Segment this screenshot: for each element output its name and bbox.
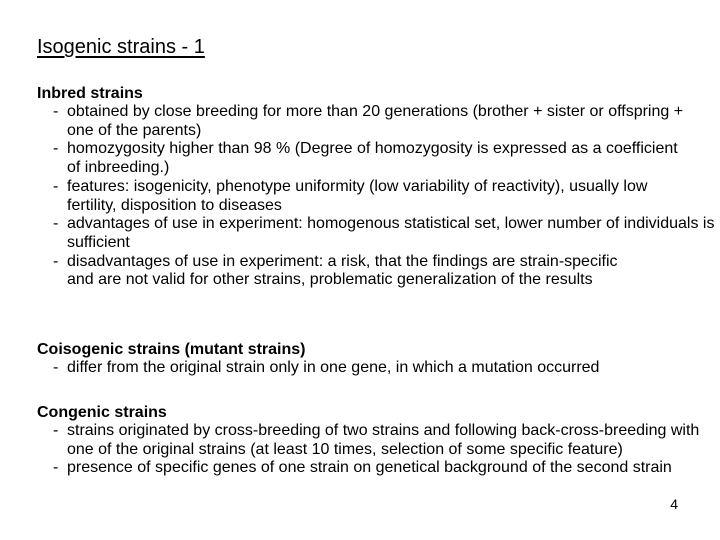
section-congenic-strains (37, 403, 700, 478)
bullet-list (37, 359, 697, 378)
section-heading: Coisogenic strains (mutant strains) (37, 341, 306, 358)
bullet-item: - differ from the original strain only in one gene, in which a mutation occurred (37, 359, 720, 378)
bullet-item: - disadvantages of use in experiment: a risk, that the findings are strain-specific and are not valid for other strains, problematic generalization of the results (37, 253, 642, 290)
section-heading: Inbred strains (37, 85, 143, 102)
bullet-item: - presence of specific genes of one strain on genetical background of the second strain (37, 459, 672, 478)
section-coisogenic-strains (37, 340, 697, 378)
bullet-item: - features: isogenicity, phenotype uniformity (low variability of reactivity), usually low fertility, disposition to diseases (37, 178, 687, 215)
bullet-item: - advantages of use in experiment: homogenous statistical set, lower number of individuals is sufficient (37, 215, 720, 252)
bullet-list (37, 103, 715, 290)
bullet-item: - homozygosity higher than 98 % (Degree of homozygosity is expressed as a coefficient of inbreeding.) (37, 140, 687, 177)
section-inbred-strains (37, 84, 715, 290)
slide-title: Isogenic strains - 1 (37, 36, 205, 58)
page-number: 4 (670, 496, 678, 512)
bullet-list (37, 422, 700, 478)
bullet-item: - strains originated by cross-breeding of two strains and following back-cross-breeding with one of the original strains (at least 10 times, selection of some specific feature) (37, 422, 707, 459)
bullet-item: - obtained by close breeding for more than 20 generations (brother + sister or offspring + one of the parents) (37, 103, 687, 140)
section-heading: Congenic strains (37, 404, 167, 421)
